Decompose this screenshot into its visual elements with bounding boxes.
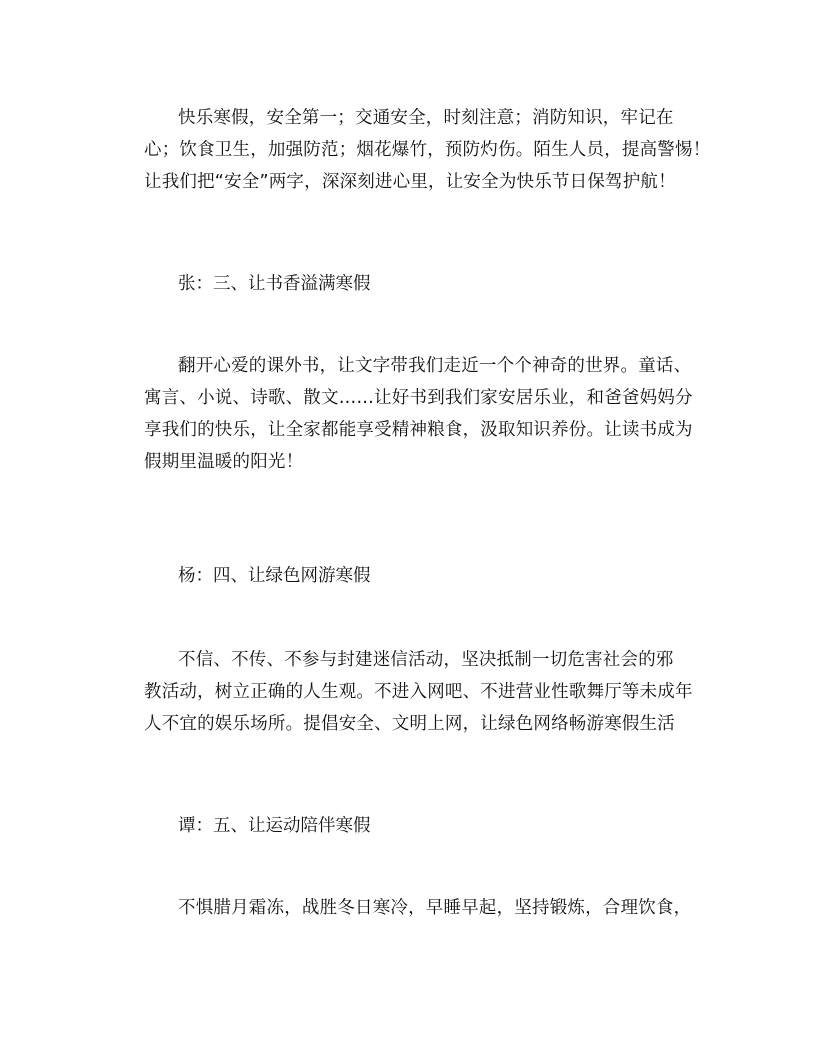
paragraph-line: 寓言、小说、诗歌、散文……让好书到我们家安居乐业，和爸爸妈妈分 bbox=[144, 388, 693, 408]
paragraph-line: 假期里温暖的阳光！ bbox=[144, 452, 304, 472]
paragraph-internet bbox=[144, 644, 700, 740]
paragraph-line: 让我们把“安全”两字，深深刻进心里，让安全为快乐节日保驾护航！ bbox=[144, 172, 676, 192]
section-heading-exercise: 谭：五、让运动陪伴寒假 bbox=[178, 816, 371, 836]
paragraph-line: 人不宜的娱乐场所。提倡安全、文明上网，让绿色网络畅游寒假生活 bbox=[144, 714, 675, 734]
paragraph-line: 心；饮食卫生，加强防范；烟花爆竹，预防灼伤。陌生人员，提高警惕！ bbox=[144, 140, 711, 160]
section-heading-internet: 杨：四、让绿色网游寒假 bbox=[178, 566, 371, 586]
paragraph-line: 不信、不传、不参与封建迷信活动，坚决抵制一切危害社会的邪 bbox=[178, 650, 674, 670]
paragraph-line: 享我们的快乐，让全家都能享受精神粮食，汲取知识养份。让读书成为 bbox=[144, 420, 693, 440]
paragraph-line: 翻开心爱的课外书，让文字带我们走近一个个神奇的世界。童话、 bbox=[178, 356, 692, 376]
paragraph-line: 不惧腊月霜冻，战胜冬日寒冷，早睡早起，坚持锻炼，合理饮食， bbox=[178, 898, 692, 918]
paragraph-safety bbox=[144, 102, 711, 198]
section-heading-reading: 张：三、让书香溢满寒假 bbox=[178, 274, 371, 294]
paragraph-line: 教活动，树立正确的人生观。不进入网吧、不进营业性歌舞厅等未成年 bbox=[144, 682, 693, 702]
paragraph-reading bbox=[144, 350, 700, 478]
paragraph-line: 快乐寒假，安全第一；交通安全，时刻注意；消防知识，牢记在 bbox=[178, 108, 674, 128]
paragraph-exercise bbox=[144, 892, 700, 924]
